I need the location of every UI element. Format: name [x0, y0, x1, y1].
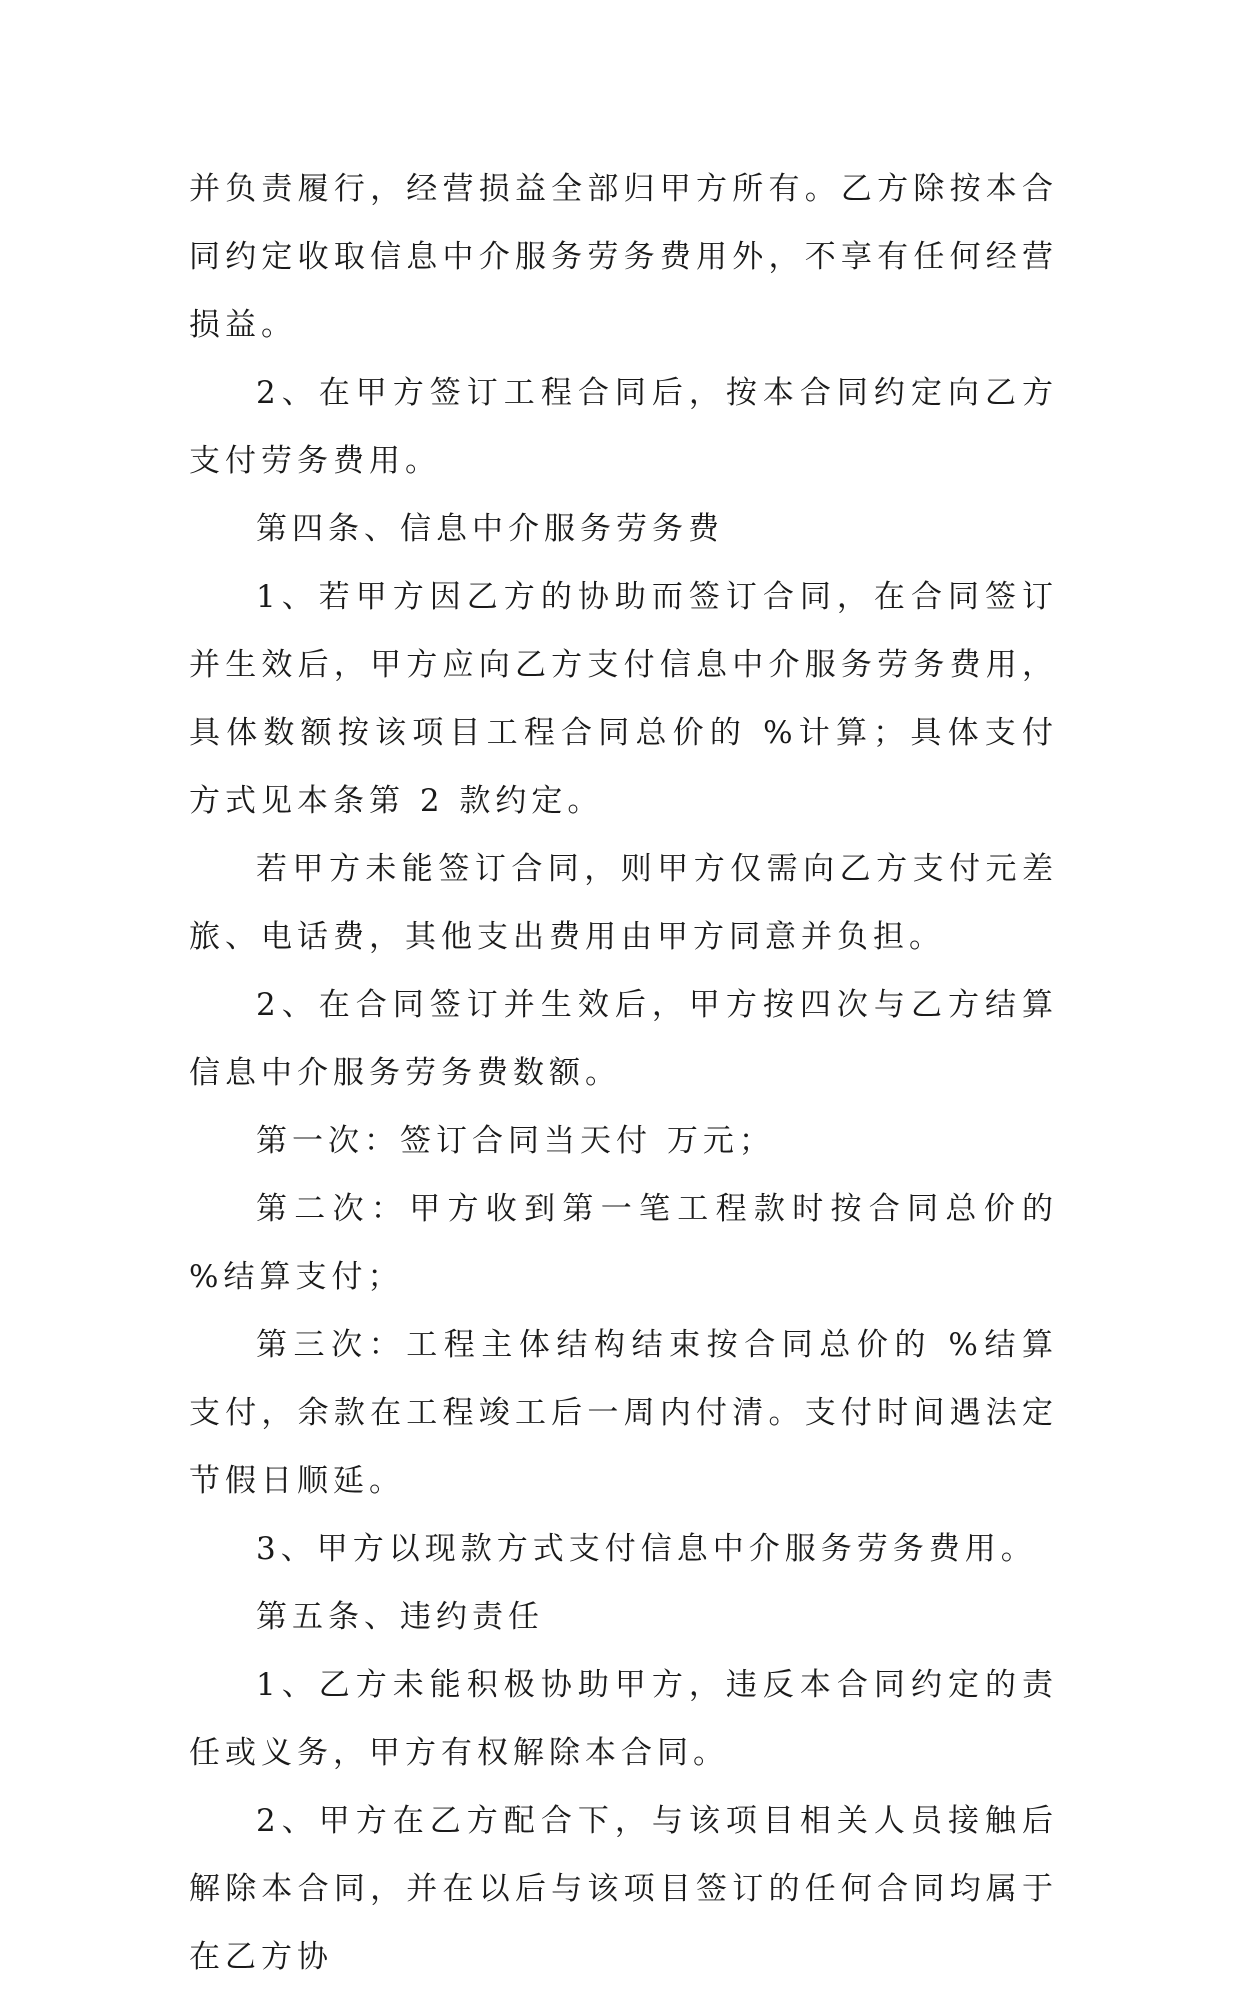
paragraph-1: 并负责履行，经营损益全部归甲方所有。乙方除按本合同约定收取信息中介服务劳务费用外，不享有任何经营损益。 [189, 171, 1058, 343]
document-body [189, 155, 1058, 1991]
payment-second: 第二次：甲方收到第一笔工程款时按合同总价的 %结算支付； [189, 1191, 1058, 1295]
paragraph-10: 3、甲方以现款方式支付信息中介服务劳务费用。 [256, 1531, 1037, 1567]
section-heading-article-4: 第四条、信息中介服务劳务费 [256, 511, 724, 547]
payment-first: 第一次：签订合同当天付 万元； [256, 1123, 775, 1159]
paragraph-5: 若甲方未能签订合同，则甲方仅需向乙方支付元差旅、电话费，其他支出费用由甲方同意并负担。 [189, 851, 1058, 955]
paragraph-2: 2、在甲方签订工程合同后，按本合同约定向乙方支付劳务费用。 [189, 375, 1058, 479]
paragraph-13: 2、甲方在乙方配合下，与该项目相关人员接触后解除本合同，并在以后与该项目签订的任何合同均属于在乙方协 [189, 1803, 1058, 1975]
paragraph-6: 2、在合同签订并生效后，甲方按四次与乙方结算信息中介服务劳务费数额。 [189, 987, 1058, 1091]
paragraph-4: 1、若甲方因乙方的协助而签订合同，在合同签订并生效后，甲方应向乙方支付信息中介服务劳务费用，具体数额按该项目工程合同总价的 %计算；具体支付方式见本条第 2 款约定。 [189, 579, 1058, 819]
paragraph-12: 1、乙方未能积极协助甲方，违反本合同约定的责任或义务，甲方有权解除本合同。 [189, 1667, 1058, 1771]
payment-third: 第三次：工程主体结构结束按合同总价的 %结算支付，余款在工程竣工后一周内付清。支付时间遇法定节假日顺延。 [189, 1327, 1058, 1499]
section-heading-article-5: 第五条、违约责任 [256, 1599, 544, 1635]
